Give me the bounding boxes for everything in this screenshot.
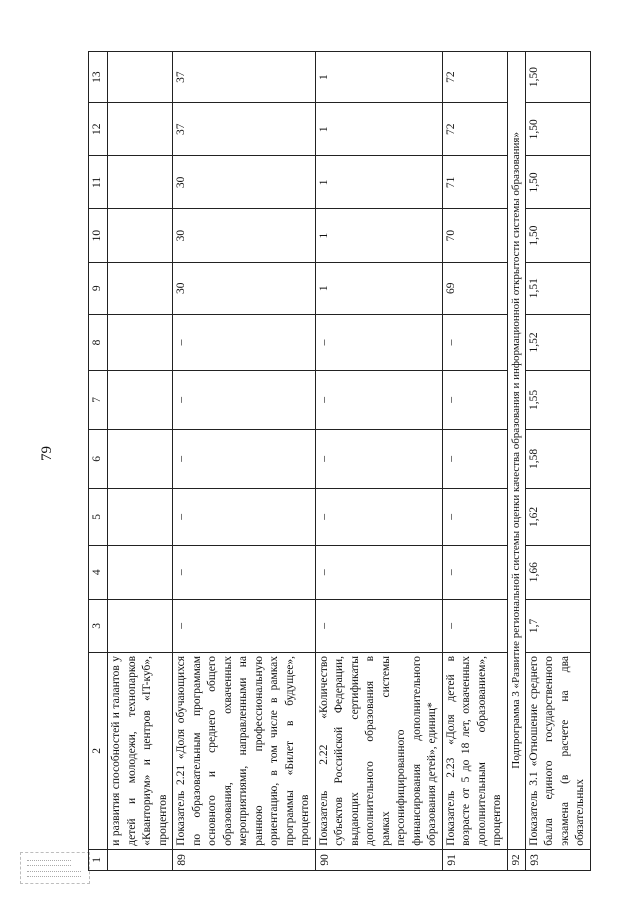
header-cell: 8 [89, 314, 108, 370]
value-cell: – [173, 314, 316, 370]
subprogram-title: Подпрограмма 3 «Развитие региональной системы оценки качества образования и информационной открытости системы образования» [507, 52, 525, 850]
value-cell: – [442, 599, 507, 652]
value-cell: 1 [315, 209, 442, 262]
value-cell: 1 [315, 262, 442, 314]
value-cell [108, 52, 173, 103]
value-cell: 1,62 [525, 489, 590, 545]
value-cell: 1 [315, 103, 442, 156]
value-cell [108, 156, 173, 209]
value-cell: 1,50 [525, 209, 590, 262]
indicator-description: и развития способностей и талантов у детей и молодежи, технопарков «Кванториум» и центров «IT-куб», процентов [108, 652, 173, 849]
header-cell: 7 [89, 371, 108, 430]
table-row [525, 52, 590, 871]
header-row [89, 52, 108, 871]
value-cell: – [442, 545, 507, 599]
value-cell: – [315, 599, 442, 652]
header-cell: 13 [89, 52, 108, 103]
row-number: 89 [173, 849, 316, 870]
header-cell: 3 [89, 599, 108, 652]
value-cell: – [173, 371, 316, 430]
table-row [442, 52, 507, 871]
header-cell: 10 [89, 209, 108, 262]
archive-stamp [20, 852, 90, 884]
table-row [173, 52, 316, 871]
value-cell: 30 [173, 262, 316, 314]
row-number [108, 849, 173, 870]
value-cell: – [442, 314, 507, 370]
value-cell: 1,55 [525, 371, 590, 430]
value-cell: 1,58 [525, 429, 590, 489]
value-cell: 1,50 [525, 156, 590, 209]
value-cell [108, 209, 173, 262]
row-number: 93 [525, 849, 590, 870]
indicator-table [88, 51, 591, 871]
value-cell [108, 599, 173, 652]
table-row [315, 52, 442, 871]
value-cell [108, 314, 173, 370]
header-cell: 6 [89, 429, 108, 489]
value-cell [108, 371, 173, 430]
value-cell: 1,7 [525, 599, 590, 652]
value-cell: 70 [442, 209, 507, 262]
page-number: 79 [39, 446, 55, 461]
value-cell: 1 [315, 52, 442, 103]
value-cell: 1,50 [525, 52, 590, 103]
value-cell: – [173, 599, 316, 652]
value-cell: 30 [173, 156, 316, 209]
row-number: 91 [442, 849, 507, 870]
header-cell: 1 [89, 849, 108, 870]
table-row [108, 52, 173, 871]
value-cell: 1 [315, 156, 442, 209]
value-cell [108, 262, 173, 314]
value-cell: 72 [442, 52, 507, 103]
header-cell: 11 [89, 156, 108, 209]
value-cell: – [315, 314, 442, 370]
value-cell: – [442, 429, 507, 489]
subprogram-row [507, 52, 525, 871]
value-cell: – [315, 429, 442, 489]
indicator-description: Показатель 3.1 «Отношение среднего балла единого государственного экзамена (в расчете на два обязательных [525, 652, 590, 849]
value-cell: 37 [173, 52, 316, 103]
value-cell [108, 429, 173, 489]
value-cell: – [442, 489, 507, 545]
value-cell: – [315, 489, 442, 545]
value-cell: – [442, 371, 507, 430]
header-cell: 2 [89, 652, 108, 849]
row-number: 90 [315, 849, 442, 870]
value-cell: – [315, 545, 442, 599]
rotated-table-sheet [88, 51, 587, 871]
indicator-description: Показатель 2.22 «Количество субъектов Российской Федерации, выдающих сертификаты дополнительного образования в рамках системы персонифицированного финансирования дополнительного образования детей», единиц* [315, 652, 442, 849]
value-cell [108, 545, 173, 599]
value-cell: – [173, 489, 316, 545]
value-cell: – [315, 371, 442, 430]
value-cell: 37 [173, 103, 316, 156]
value-cell: – [173, 429, 316, 489]
value-cell: 1,51 [525, 262, 590, 314]
value-cell: – [173, 545, 316, 599]
indicator-description: Показатель 2.21 «Доля обучающихся по образовательным программам основного и среднего общего образования, охваченных мероприятиями, направленными на раннюю профессиональную ориентацию, в том числе в рамках программы «Билет в будущее», процентов [173, 652, 316, 849]
value-cell: 1,66 [525, 545, 590, 599]
value-cell [108, 103, 173, 156]
header-cell: 4 [89, 545, 108, 599]
value-cell [108, 489, 173, 545]
value-cell: 1,52 [525, 314, 590, 370]
header-cell: 5 [89, 489, 108, 545]
header-cell: 9 [89, 262, 108, 314]
header-cell: 12 [89, 103, 108, 156]
value-cell: 1,50 [525, 103, 590, 156]
value-cell: 69 [442, 262, 507, 314]
value-cell: 30 [173, 209, 316, 262]
value-cell: 71 [442, 156, 507, 209]
indicator-description: Показатель 2.23 «Доля детей в возрасте от 5 до 18 лет, охваченных дополнительным образованием», процентов [442, 652, 507, 849]
row-number: 92 [507, 849, 525, 870]
value-cell: 72 [442, 103, 507, 156]
